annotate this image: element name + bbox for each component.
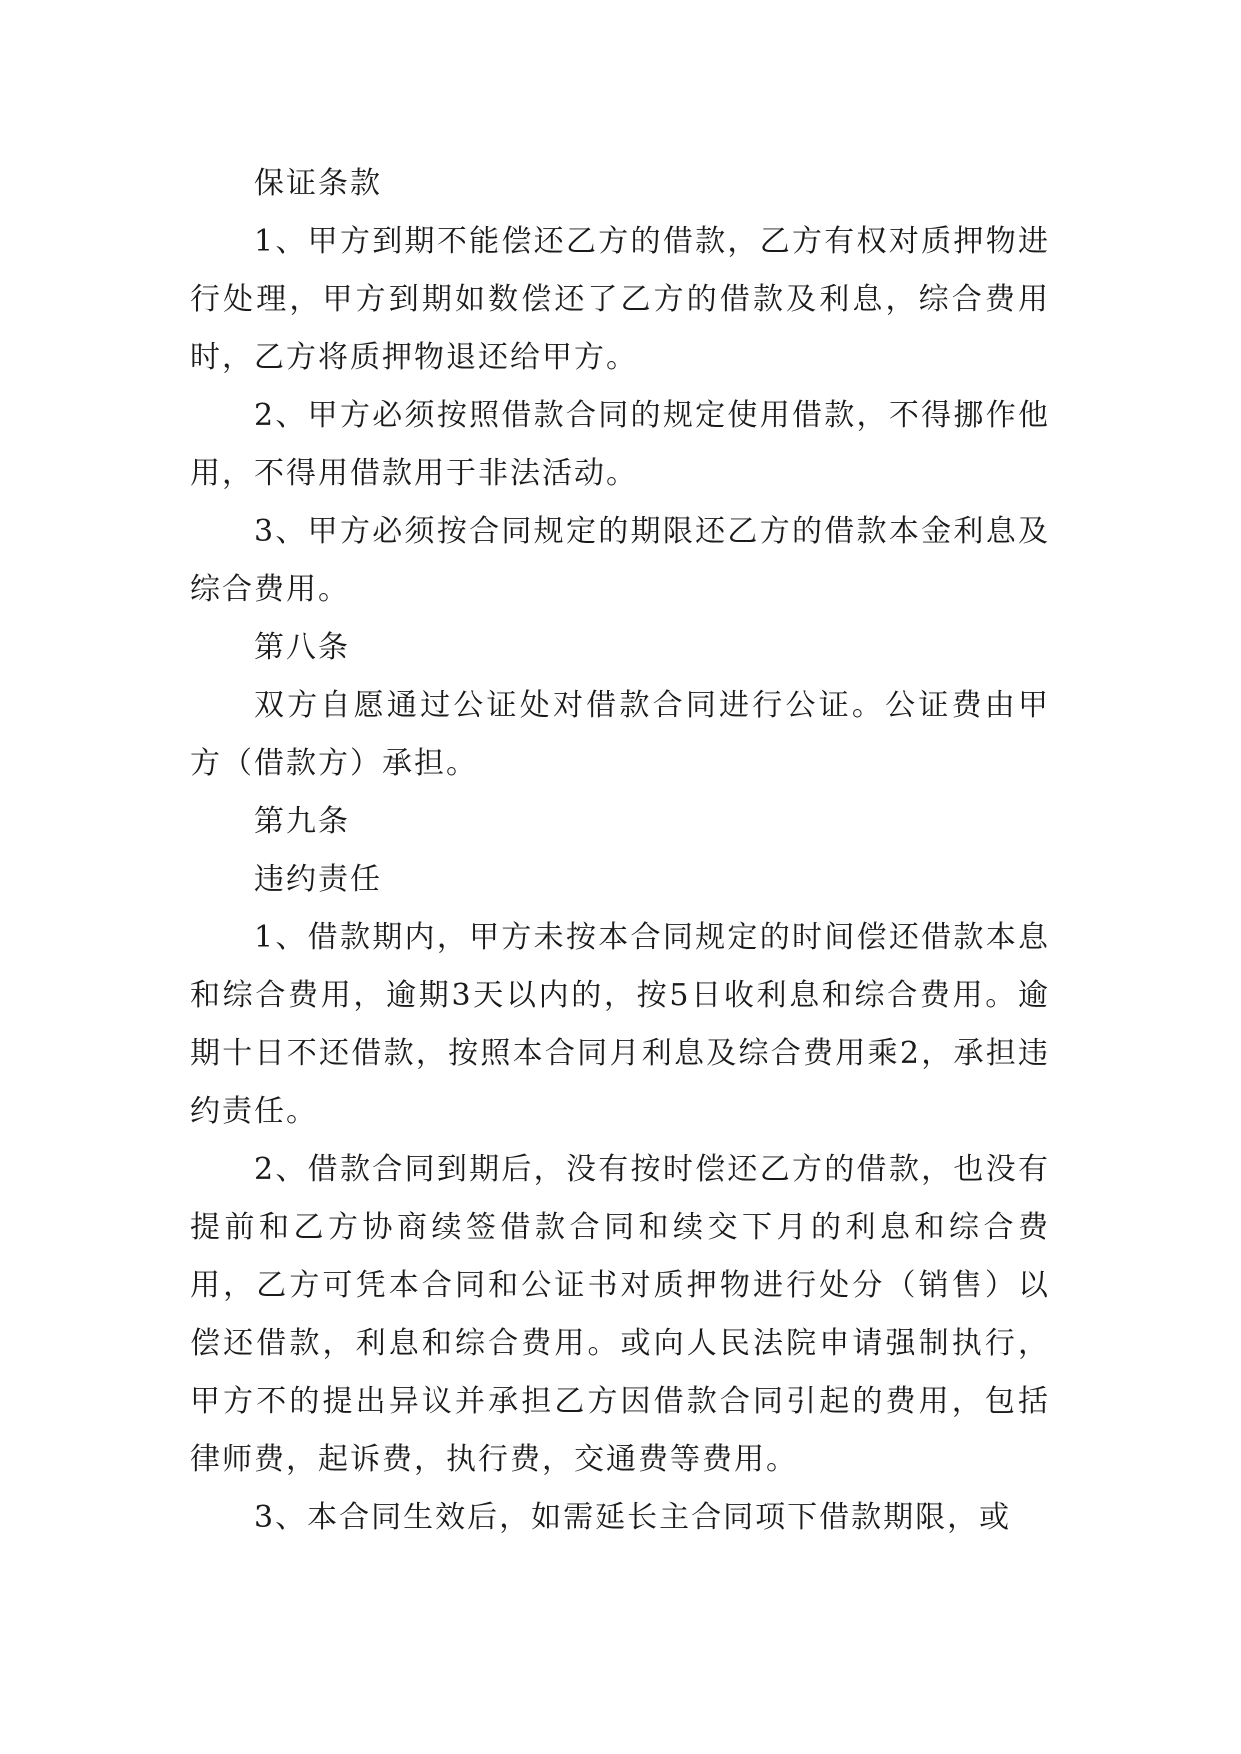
guarantee-clause-item-2: 2、甲方必须按照借款合同的规定使用借款，不得挪作他用，不得用借款用于非法活动。: [190, 398, 1050, 491]
breach-liability-item-1: 1、借款期内，甲方未按本合同规定的时间偿还借款本息和综合费用，逾期3天以内的，按5日收利息和综合费用。逾期十日不还借款，按照本合同月利息及综合费用乘2，承担违约责任。: [190, 920, 1050, 1129]
article-eight-text: 双方自愿通过公证处对借款合同进行公证。公证费由甲方（借款方）承担。: [190, 688, 1050, 781]
article-nine-heading: 第九条: [254, 804, 350, 839]
article-eight-heading: 第八条: [254, 630, 350, 665]
guarantee-clause-item-3: 3、甲方必须按合同规定的期限还乙方的借款本金利息及综合费用。: [190, 514, 1050, 607]
section-heading-guarantee-clause: 保证条款: [254, 166, 382, 201]
breach-liability-item-3: 3、本合同生效后，如需延长主合同项下借款期限，或: [254, 1500, 1012, 1535]
section-heading-breach-liability: 违约责任: [254, 862, 382, 897]
document-body: [190, 155, 1050, 1547]
breach-liability-item-2: 2、借款合同到期后，没有按时偿还乙方的借款，也没有提前和乙方协商续签借款合同和续交下月的利息和综合费用，乙方可凭本合同和公证书对质押物进行处分（销售）以偿还借款，利息和综合费用。或向人民法院申请强制执行，甲方不的提出异议并承担乙方因借款合同引起的费用，包括律师费，起诉费，执行费，交通费等费用。: [190, 1152, 1050, 1477]
guarantee-clause-item-1: 1、甲方到期不能偿还乙方的借款，乙方有权对质押物进行处理，甲方到期如数偿还了乙方的借款及利息，综合费用时，乙方将质押物退还给甲方。: [190, 224, 1050, 375]
